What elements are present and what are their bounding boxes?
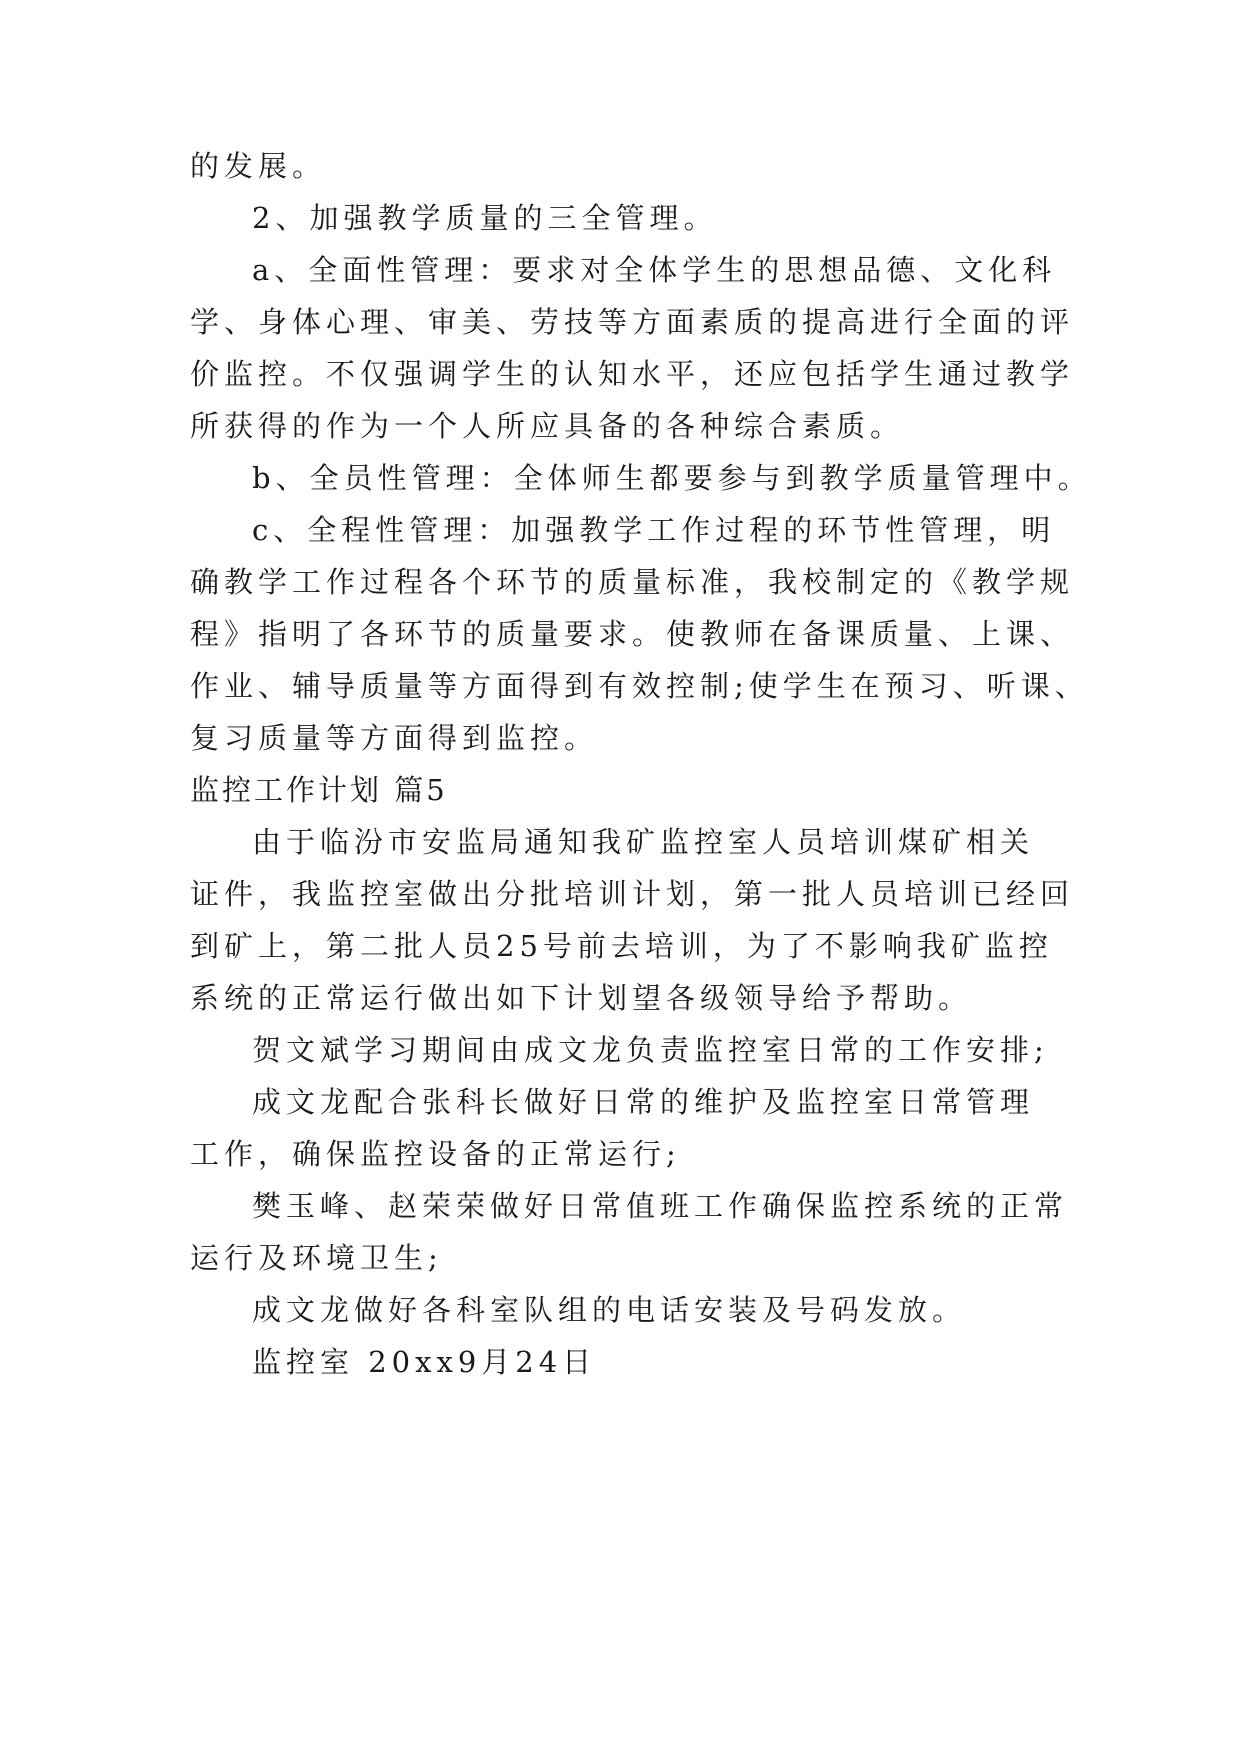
paragraph-line: 樊玉峰、赵荣荣做好日常值班工作确保监控系统的正常 [252,1189,1069,1223]
paragraph-line: 工作，确保监控设备的正常运行; [190,1137,681,1171]
paragraph-line: 由于临汾市安监局通知我矿监控室人员培训煤矿相关 [252,825,1035,859]
paragraph-line: 2、加强教学质量的三全管理。 [252,201,718,235]
paragraph-line: c、全程性管理：加强教学工作过程的环节性管理，明 [252,513,1056,547]
paragraph-line: 学、身体心理、审美、劳技等方面素质的提高进行全面的评 [190,305,1075,339]
paragraph-line: b、全员性管理：全体师生都要参与到教学质量管理中。 [252,461,1092,495]
paragraph-line: 程》指明了各环节的质量要求。使教师在备课质量、上课、 [190,617,1075,651]
paragraph-line: 成文龙做好各科室队组的电话安装及号码发放。 [252,1293,967,1327]
paragraph-line: 复习质量等方面得到监控。 [190,721,599,755]
paragraph-line: 的发展。 [190,149,327,183]
paragraph-line: a、全面性管理：要求对全体学生的思想品德、文化科 [252,253,1057,287]
paragraph-line: 作业、辅导质量等方面得到有效控制;使学生在预习、听课、 [190,669,1089,703]
paragraph-line: 所获得的作为一个人所应具备的各种综合素质。 [190,409,905,443]
paragraph-line: 证件，我监控室做出分批培训计划，第一批人员培训已经回 [190,877,1075,911]
section-heading: 监控工作计划 篇5 [190,773,448,807]
paragraph-line: 贺文斌学习期间由成文龙负责监控室日常的工作安排; [252,1033,1049,1067]
paragraph-line: 价监控。不仅强调学生的认知水平，还应包括学生通过教学 [190,357,1075,391]
signature-date-line: 监控室 20xx9月24日 [252,1345,597,1379]
paragraph-line: 运行及环境卫生; [190,1241,443,1275]
paragraph-line: 系统的正常运行做出如下计划望各级领导给予帮助。 [190,981,973,1015]
paragraph-line: 到矿上，第二批人员25号前去培训，为了不影响我矿监控 [190,929,1053,963]
paragraph-line: 确教学工作过程各个环节的质量标准，我校制定的《教学规 [190,565,1075,599]
paragraph-line: 成文龙配合张科长做好日常的维护及监控室日常管理 [252,1085,1035,1119]
